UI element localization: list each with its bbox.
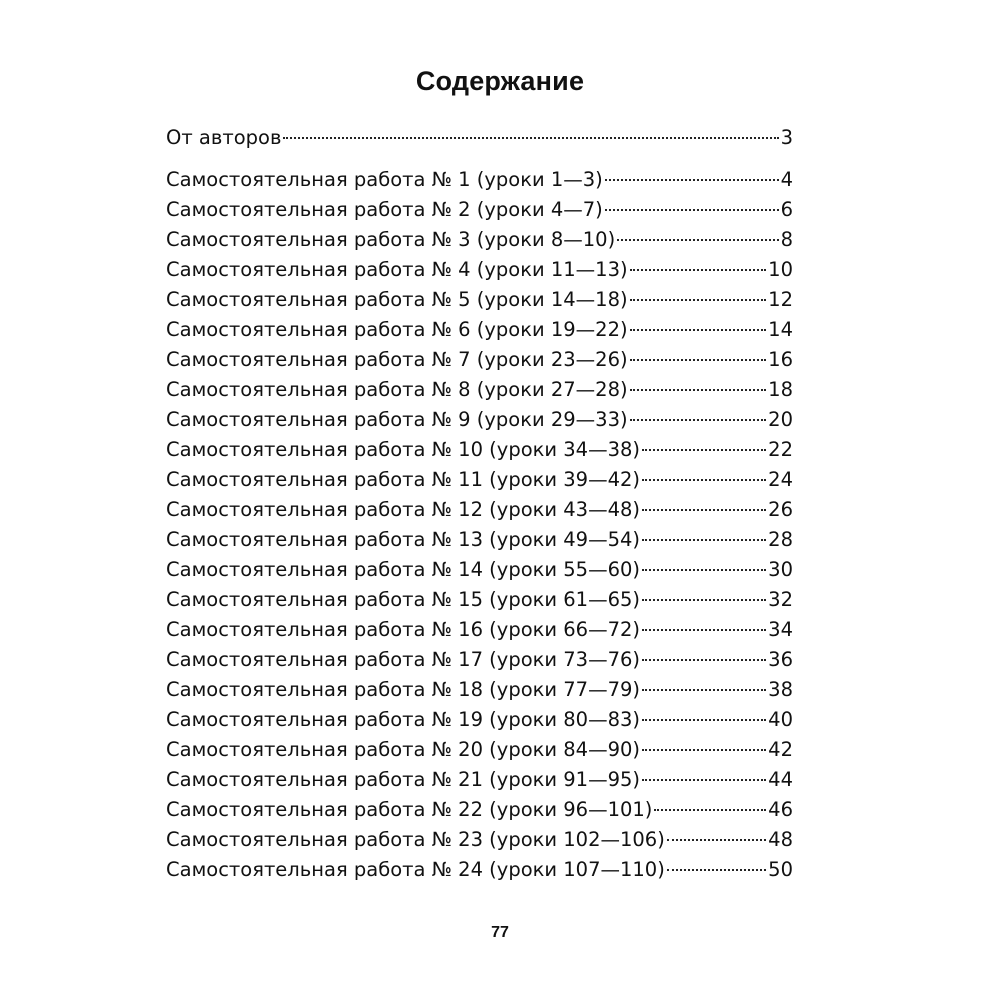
dot-leader	[654, 809, 766, 811]
toc-entry-label: Самостоятельная работа № 5 (уроки 14—18)	[166, 288, 628, 311]
toc-entry-label: Самостоятельная работа № 17 (уроки 73—76)	[166, 648, 641, 671]
toc-entry-page: 38	[768, 678, 793, 701]
dot-leader	[642, 479, 766, 481]
toc-entry-label: Самостоятельная работа № 4 (уроки 11—13)	[166, 258, 628, 281]
toc-entry	[166, 123, 793, 153]
dot-leader	[642, 539, 766, 541]
toc-entry	[166, 735, 793, 765]
toc-entry-page: 22	[768, 438, 793, 461]
toc-entry	[166, 375, 793, 405]
toc-entry-page: 8	[780, 228, 793, 251]
toc-entry-page: 36	[768, 648, 793, 671]
dot-leader	[642, 569, 766, 571]
dot-leader	[630, 269, 767, 271]
toc-entry-label: Самостоятельная работа № 14 (уроки 55—60)	[166, 558, 641, 581]
toc-entry-label: Самостоятельная работа № 22 (уроки 96—101)	[166, 798, 653, 821]
dot-leader	[642, 509, 766, 511]
dot-leader	[642, 449, 766, 451]
toc-entry	[166, 555, 793, 585]
toc-entry-page: 24	[768, 468, 793, 491]
dot-leader	[630, 329, 767, 331]
dot-leader	[642, 749, 766, 751]
toc-entry-label: Самостоятельная работа № 20 (уроки 84—90)	[166, 738, 641, 761]
toc-entry	[166, 195, 793, 225]
toc-entry-label: Самостоятельная работа № 6 (уроки 19—22)	[166, 318, 628, 341]
toc-entry-label: Самостоятельная работа № 9 (уроки 29—33)	[166, 408, 628, 431]
dot-leader	[617, 239, 778, 241]
dot-leader	[630, 389, 767, 391]
toc-entry-page: 6	[780, 198, 793, 221]
toc-entry-label: Самостоятельная работа № 12 (уроки 43—48)	[166, 498, 641, 521]
dot-leader	[630, 359, 767, 361]
toc-entry	[166, 615, 793, 645]
dot-leader	[605, 209, 779, 211]
toc-entry-label: Самостоятельная работа № 16 (уроки 66—72)	[166, 618, 641, 641]
dot-leader	[642, 599, 766, 601]
page-title: Содержание	[415, 66, 585, 96]
toc-entry-page: 40	[768, 708, 793, 731]
dot-leader	[605, 179, 779, 181]
toc-entry	[166, 225, 793, 255]
toc-entry-page: 16	[768, 348, 793, 371]
toc-entry	[166, 825, 793, 855]
toc-entry-page: 50	[768, 858, 793, 881]
dot-leader	[630, 419, 767, 421]
toc-entry-page: 20	[768, 408, 793, 431]
toc-entry	[166, 705, 793, 735]
table-of-contents	[166, 123, 793, 885]
toc-entry-page: 44	[768, 768, 793, 791]
toc-entry	[166, 165, 793, 195]
toc-entry-label: Самостоятельная работа № 21 (уроки 91—95)	[166, 768, 641, 791]
toc-entry	[166, 345, 793, 375]
toc-entry-label: Самостоятельная работа № 23 (уроки 102—106)	[166, 828, 665, 851]
toc-entry-page: 12	[768, 288, 793, 311]
toc-entry-label: Самостоятельная работа № 2 (уроки 4—7)	[166, 198, 603, 221]
toc-entry-page: 32	[768, 588, 793, 611]
toc-entry	[166, 675, 793, 705]
toc-entry-label: Самостоятельная работа № 24 (уроки 107—110)	[166, 858, 665, 881]
toc-entry	[166, 285, 793, 315]
toc-entry	[166, 405, 793, 435]
toc-entry	[166, 525, 793, 555]
dot-leader	[667, 869, 766, 871]
toc-entry	[166, 495, 793, 525]
dot-leader	[642, 779, 766, 781]
toc-entry-label: Самостоятельная работа № 8 (уроки 27—28)	[166, 378, 628, 401]
toc-entry	[166, 765, 793, 795]
dot-leader	[642, 719, 766, 721]
toc-entry	[166, 315, 793, 345]
toc-entry	[166, 255, 793, 285]
dot-leader	[642, 689, 766, 691]
toc-entry	[166, 795, 793, 825]
toc-entry-page: 3	[780, 126, 793, 149]
toc-entry-label: Самостоятельная работа № 13 (уроки 49—54)	[166, 528, 641, 551]
toc-entry-page: 48	[768, 828, 793, 851]
toc-entry-label: Самостоятельная работа № 11 (уроки 39—42)	[166, 468, 641, 491]
dot-leader	[642, 629, 766, 631]
toc-entry-page: 18	[768, 378, 793, 401]
toc-entry-label: Самостоятельная работа № 18 (уроки 77—79)	[166, 678, 641, 701]
toc-entry	[166, 465, 793, 495]
toc-entry-page: 42	[768, 738, 793, 761]
toc-entry	[166, 645, 793, 675]
toc-entry-page: 14	[768, 318, 793, 341]
toc-entry-label: Самостоятельная работа № 1 (уроки 1—3)	[166, 168, 603, 191]
toc-entry	[166, 855, 793, 885]
toc-entry-page: 30	[768, 558, 793, 581]
toc-entry-page: 10	[768, 258, 793, 281]
toc-entry-label: От авторов	[166, 126, 282, 149]
toc-entry	[166, 585, 793, 615]
toc-entry-label: Самостоятельная работа № 19 (уроки 80—83)	[166, 708, 641, 731]
toc-entry-page: 34	[768, 618, 793, 641]
dot-leader	[642, 659, 766, 661]
toc-entry-page: 46	[768, 798, 793, 821]
toc-entry-page: 26	[768, 498, 793, 521]
toc-entry-label: Самостоятельная работа № 3 (уроки 8—10)	[166, 228, 616, 251]
toc-entry-label: Самостоятельная работа № 7 (уроки 23—26)	[166, 348, 628, 371]
toc-entry-label: Самостоятельная работа № 15 (уроки 61—65)	[166, 588, 641, 611]
toc-entry-label: Самостоятельная работа № 10 (уроки 34—38)	[166, 438, 641, 461]
page-number: 77	[491, 924, 509, 941]
toc-entry-page: 28	[768, 528, 793, 551]
dot-leader	[283, 137, 778, 139]
toc-entry-page: 4	[780, 168, 793, 191]
dot-leader	[630, 299, 767, 301]
toc-entry	[166, 435, 793, 465]
dot-leader	[667, 839, 766, 841]
